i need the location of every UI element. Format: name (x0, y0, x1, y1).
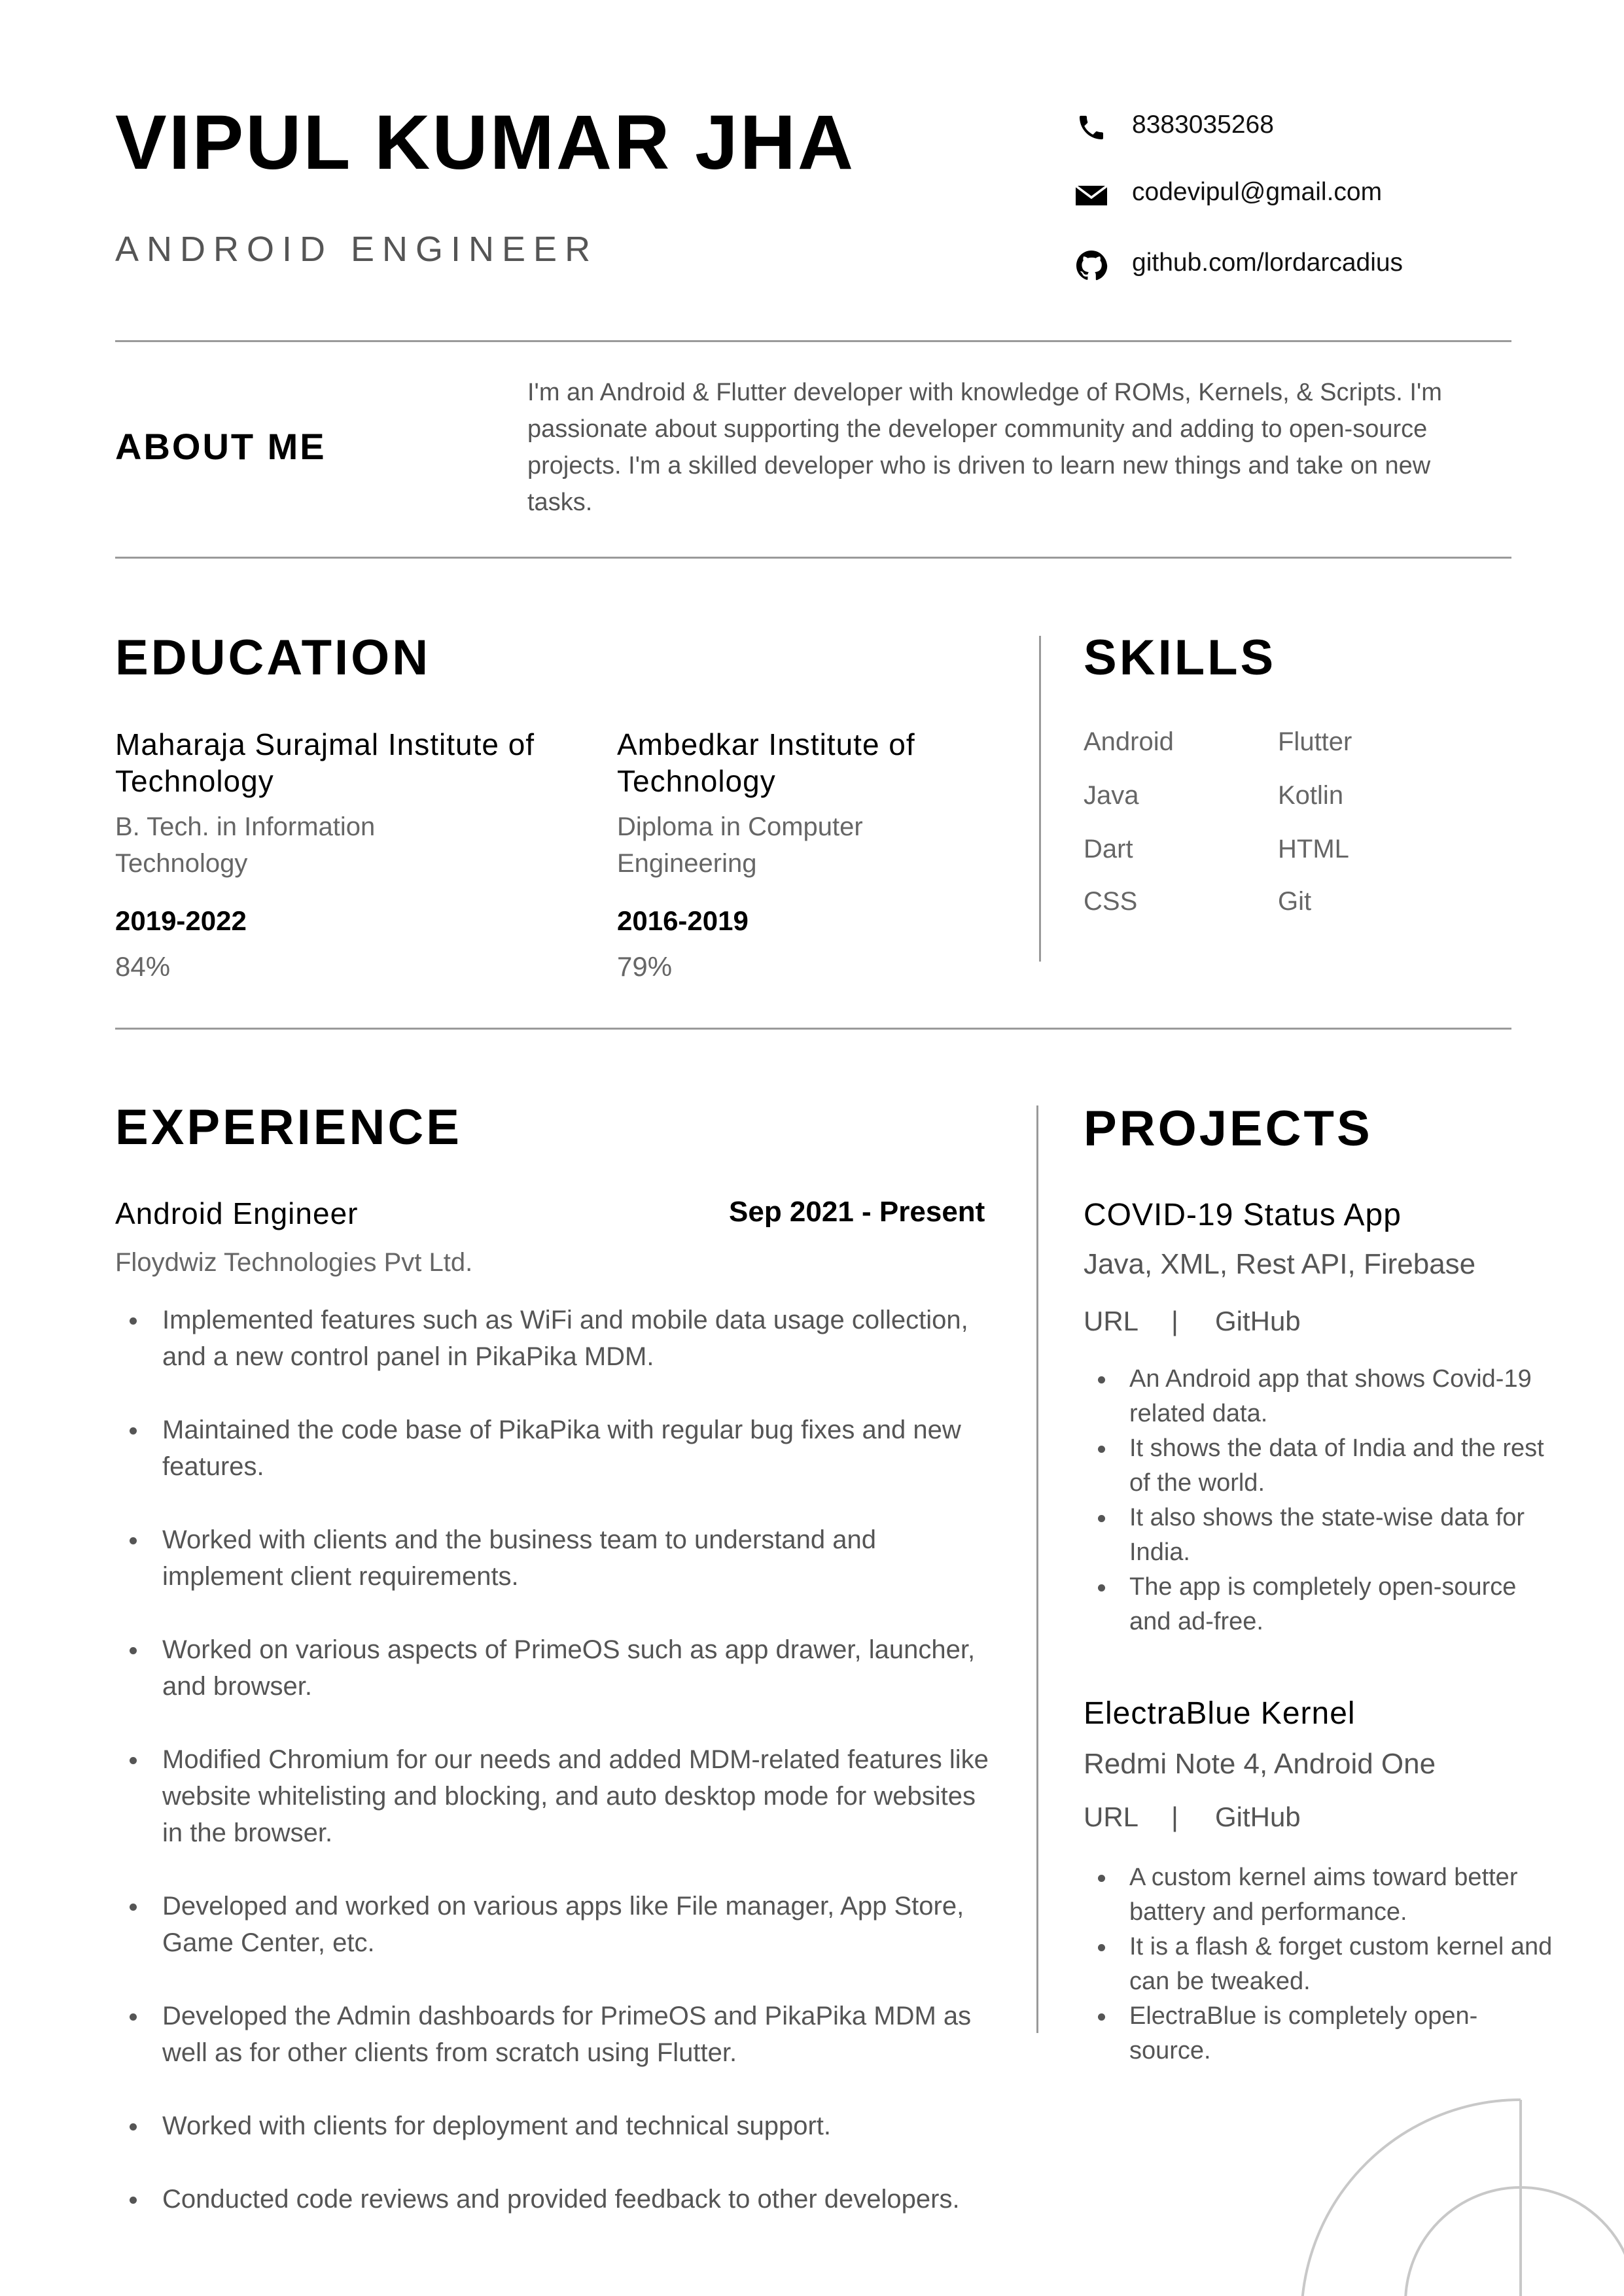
github-icon (1074, 250, 1108, 281)
phone-number[interactable]: 8383035268 (1132, 111, 1274, 139)
project-bullets (1084, 1362, 1555, 1639)
project-url-link[interactable]: URL (1084, 1801, 1139, 1832)
education-institution: Maharaja Surajmal Institute of Technology (115, 727, 535, 798)
phone-icon (1074, 112, 1108, 143)
link-separator: | (1171, 1801, 1178, 1832)
list-item: ElectraBlue is completely open-source. (1084, 1999, 1555, 2068)
education-degree: B. Tech. in Information Technology (115, 812, 376, 878)
project-github-link[interactable]: GitHub (1214, 1801, 1301, 1832)
list-item: The app is completely open-source and ad-free. (1084, 1570, 1555, 1639)
list-item: It is a flash & forget custom kernel and can be tweaked. (1084, 1930, 1555, 1999)
list-item: It also shows the state-wise data for India. (1084, 1501, 1555, 1570)
list-item: Developed the Admin dashboards for PrimeOS and PikaPika MDM as well as for other clients from scratch using Flutter. (115, 1998, 992, 2071)
education-score: 84% (115, 951, 171, 982)
decorative-circles-graphic (1296, 2080, 1624, 2296)
education-years: 2016-2019 (617, 905, 749, 936)
divider (115, 340, 1511, 342)
education-heading: EDUCATION (115, 630, 431, 686)
projects-heading: PROJECTS (1084, 1101, 1373, 1157)
project-tech: Java, XML, Rest API, Firebase (1084, 1248, 1476, 1280)
project-links (1084, 1801, 1301, 1833)
project-github-link[interactable]: GitHub (1214, 1306, 1301, 1336)
job-role: ANDROID ENGINEER (115, 230, 599, 269)
project-links (1084, 1306, 1301, 1337)
skill-item: Dart (1084, 835, 1133, 863)
skill-item: Kotlin (1278, 781, 1344, 810)
about-text: I'm an Android & Flutter developer with knowledge of ROMs, Kernels, & Scripts. I'm passionate about supporting the developer community and adding to open-source projects. I'm a skilled developer who is driven to learn new things and take on new tasks. (527, 379, 1442, 516)
list-item: Worked on various aspects of PrimeOS such as app drawer, launcher, and browser. (115, 1631, 992, 1705)
divider (115, 1028, 1511, 1030)
list-item: Developed and worked on various apps like File manager, App Store, Game Center, etc. (115, 1888, 992, 1961)
experience-bullets (115, 1302, 992, 2254)
list-item: Worked with clients and the business team to understand and implement client requirements. (115, 1522, 992, 1595)
list-item: Maintained the code base of PikaPika with regular bug fixes and new features. (115, 1412, 992, 1485)
contact-github (1074, 246, 1532, 285)
job-title: Android Engineer (115, 1196, 359, 1230)
skill-item: Android (1084, 727, 1174, 756)
link-separator: | (1171, 1306, 1178, 1336)
list-item: Worked with clients for deployment and technical support. (115, 2108, 992, 2144)
experience-heading: EXPERIENCE (115, 1100, 462, 1155)
email-address[interactable]: codevipul@gmail.com (1132, 178, 1383, 206)
about-heading: ABOUT ME (115, 426, 327, 467)
candidate-name: VIPUL KUMAR JHA (115, 99, 856, 186)
project-title: COVID-19 Status App (1084, 1198, 1402, 1232)
list-item: Conducted code reviews and provided feedback to other developers. (115, 2181, 992, 2218)
project-bullets (1084, 1860, 1555, 2068)
company-name: Floydwiz Technologies Pvt Ltd. (115, 1248, 473, 1277)
education-degree: Diploma in Computer Engineering (617, 812, 863, 878)
education-score: 79% (617, 951, 673, 982)
list-item: Implemented features such as WiFi and mobile data usage collection, and a new control panel in PikaPika MDM. (115, 1302, 992, 1375)
contact-email (1074, 175, 1532, 215)
job-dates: Sep 2021 - Present (729, 1196, 985, 1228)
project-title: ElectraBlue Kernel (1084, 1696, 1356, 1731)
skill-item: Flutter (1278, 727, 1352, 756)
project-tech: Redmi Note 4, Android One (1084, 1748, 1436, 1780)
skill-item: HTML (1278, 835, 1349, 863)
skill-item: Git (1278, 887, 1312, 916)
education-years: 2019-2022 (115, 905, 247, 936)
skill-item: Java (1084, 781, 1139, 810)
list-item: Modified Chromium for our needs and added MDM-related features like website whitelisting and blocking, and auto desktop mode for websites in the browser. (115, 1741, 992, 1851)
list-item: A custom kernel aims toward better battery and performance. (1084, 1860, 1555, 1930)
skill-item: CSS (1084, 887, 1138, 916)
list-item: An Android app that shows Covid-19 related data. (1084, 1362, 1555, 1431)
skills-heading: SKILLS (1084, 630, 1277, 686)
email-icon (1074, 179, 1108, 211)
contact-phone (1074, 108, 1532, 147)
column-divider (1039, 636, 1041, 962)
column-divider (1036, 1105, 1038, 2033)
project-url-link[interactable]: URL (1084, 1306, 1139, 1336)
education-institution: Ambedkar Institute of Technology (617, 727, 915, 798)
list-item: It shows the data of India and the rest of the world. (1084, 1431, 1555, 1501)
github-link[interactable]: github.com/lordarcadius (1132, 249, 1403, 277)
divider (115, 557, 1511, 559)
